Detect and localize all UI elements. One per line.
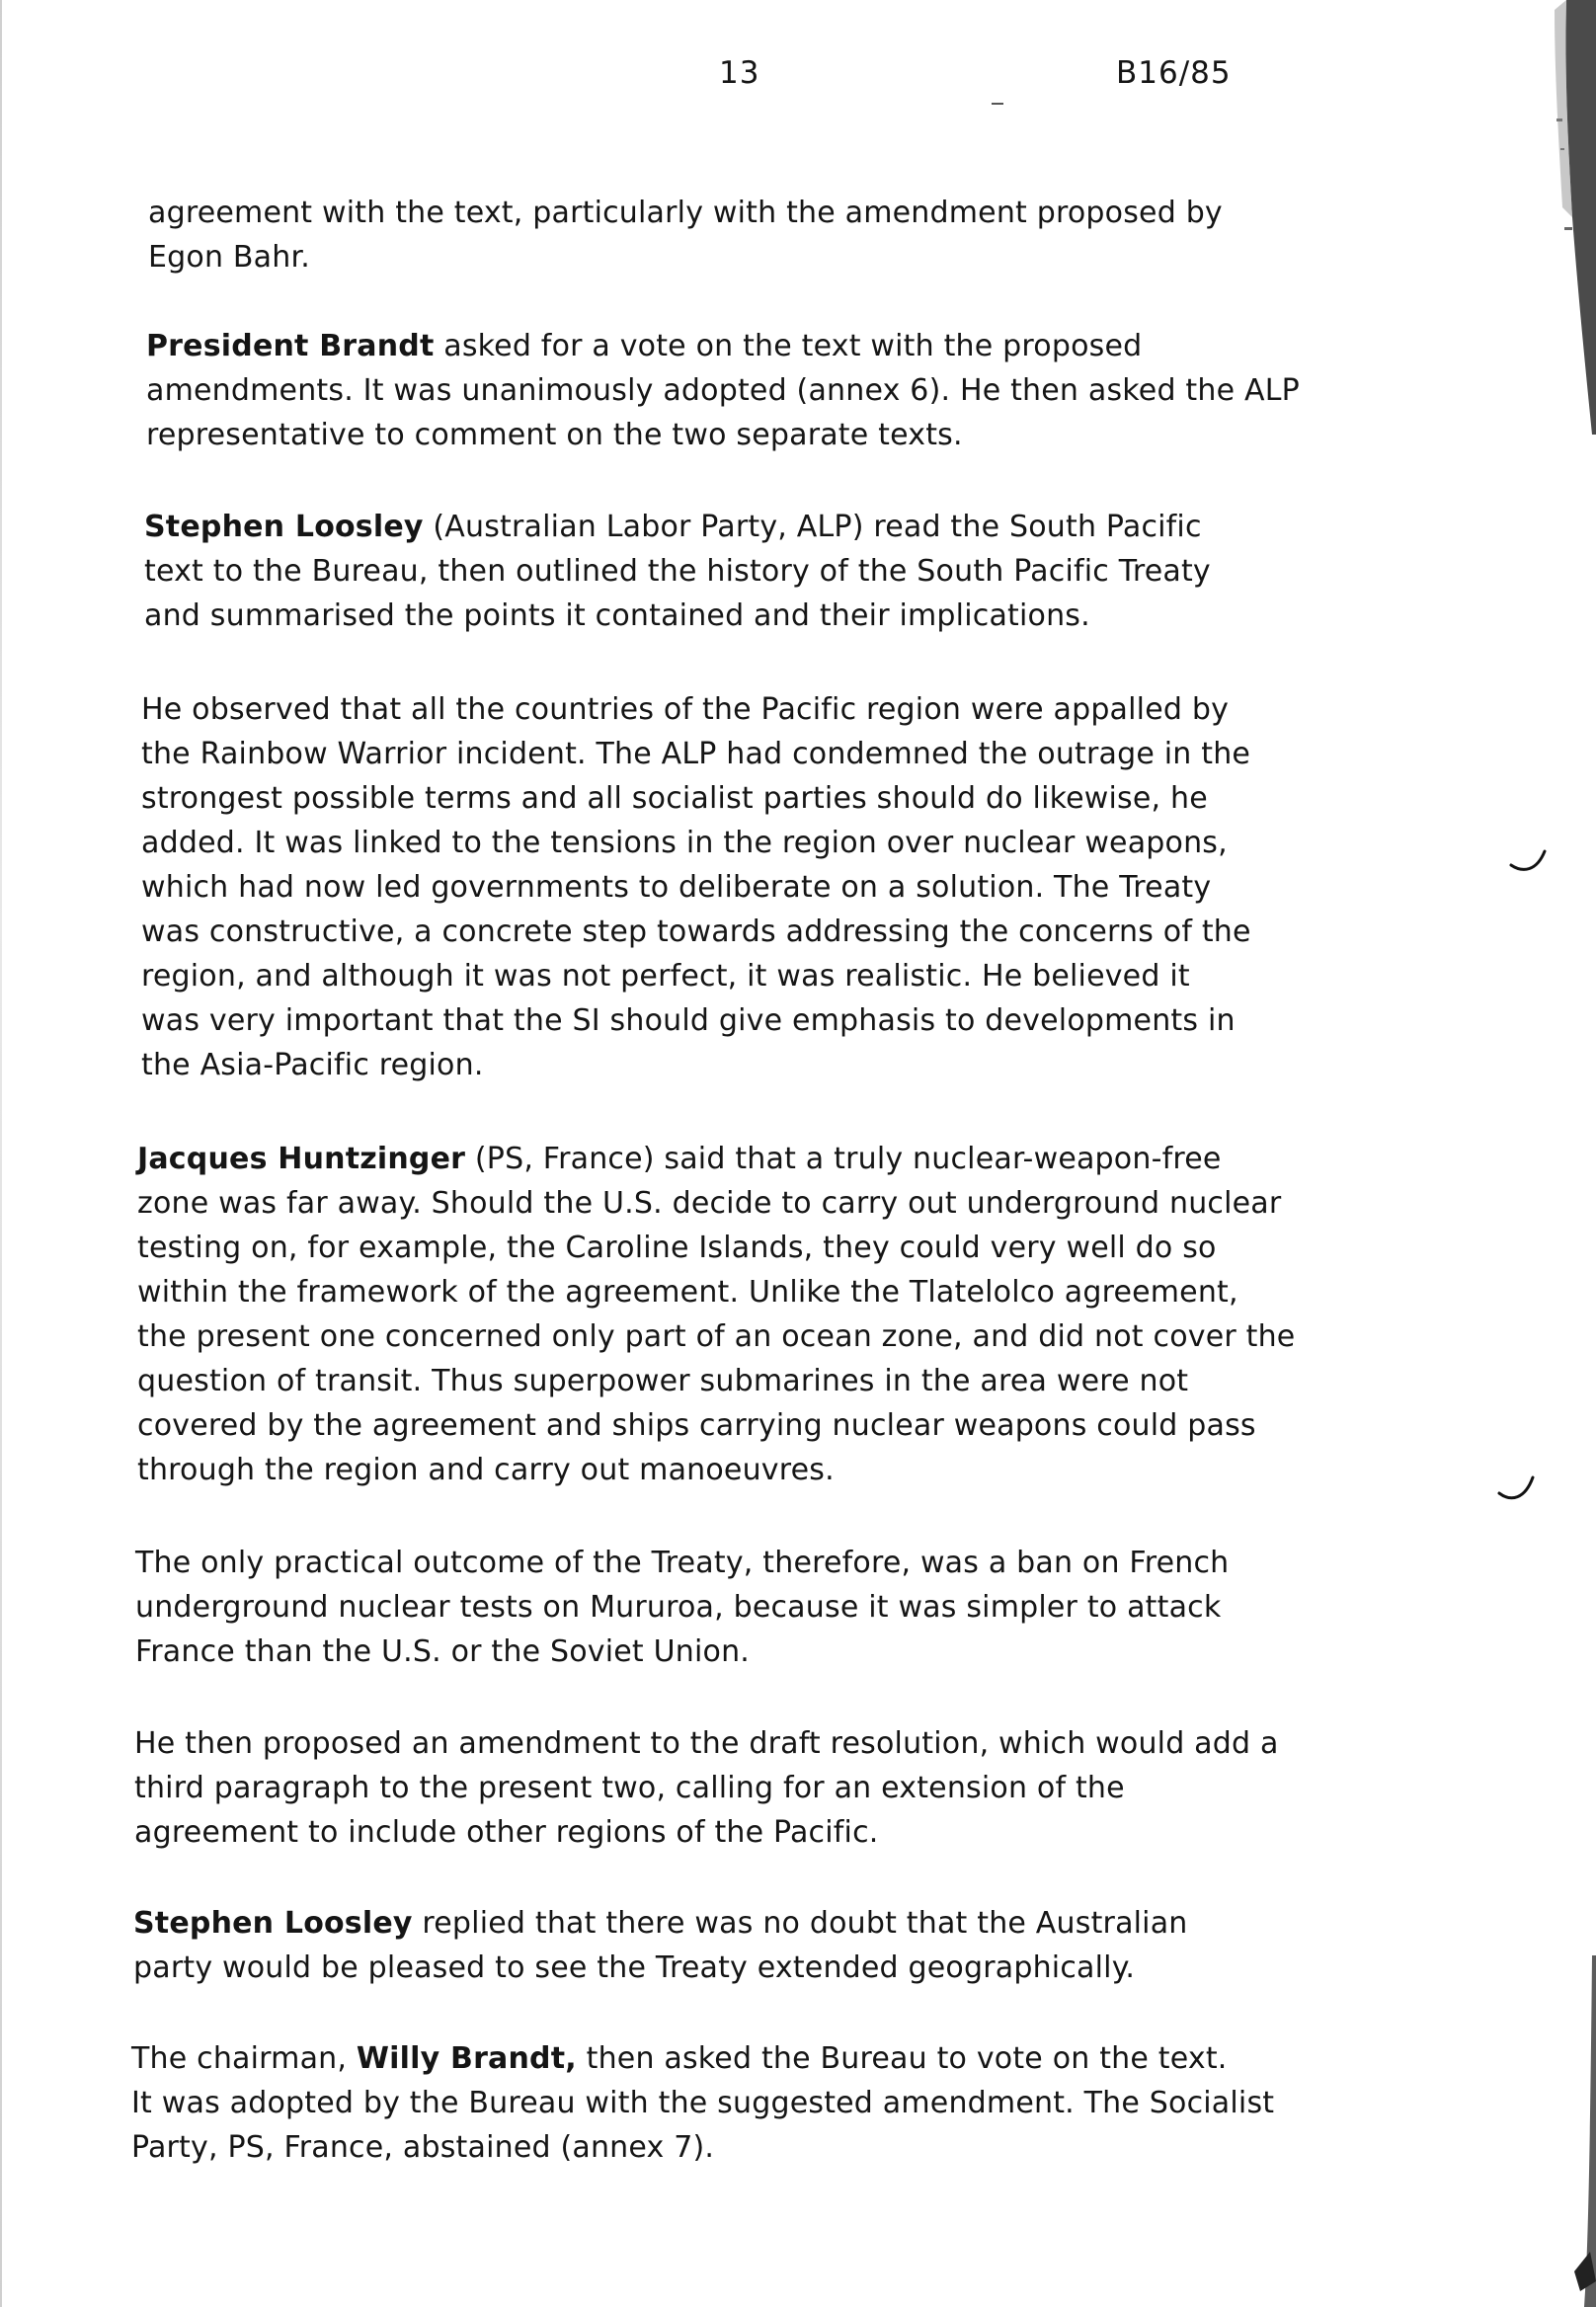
paragraph-text: then asked the Bureau to vote on the text. It was adopted by the Bureau with the suggested amendment. The Socialist Party, PS, France, abstained (annex 7). — [131, 2041, 1275, 2165]
page-number: 13 — [719, 55, 760, 91]
margin-tick-mark — [1509, 847, 1549, 873]
paragraph-7 — [134, 1721, 1279, 1855]
speaker-name: Jacques Huntzinger — [137, 1142, 466, 1176]
paragraph-text: He then proposed an amendment to the draft resolution, which would add a third paragraph to the present two, calling for an extension of the agreement to include other regions of the Pacific. — [134, 1726, 1279, 1850]
paragraph-8 — [133, 1901, 1188, 1990]
paragraph-lead: The chairman, — [131, 2041, 357, 2076]
paragraph-3 — [144, 505, 1211, 638]
paragraph-9 — [131, 2036, 1274, 2170]
speaker-name: President Brandt — [146, 329, 435, 363]
paragraph-text: The only practical outcome of the Treaty, therefore, was a ban on French underground nuclear tests on Mururoa, because it was simpler to attack France than the U.S. or the Soviet Union. — [135, 1546, 1230, 1669]
paragraph-text: He observed that all the countries of the Pacific region were appalled by the Rainbow Warrior incident. The ALP had condemned the outrage in the strongest possible terms and all socialist parties should do likewise, he added. It was linked to the tensions in the region over nuclear weapons, which had now led governments to deliberate on a solution. The Treaty was constructive, a concrete step towards addressing the concerns of the region, and although it was not perfect, it was realistic. He believed it was very important that the SI should give emphasis to developments in the Asia-Pacific region. — [141, 692, 1251, 1082]
paragraph-text: replied that there was no doubt that the Australian party would be pleased to see the Treaty extended geographically. — [133, 1906, 1188, 1985]
margin-tick-mark — [1497, 1475, 1537, 1503]
speaker-name: Stephen Loosley — [144, 510, 424, 544]
paragraph-text: agreement with the text, particularly with the amendment proposed by Egon Bahr. — [148, 196, 1223, 275]
paragraph-text: (Australian Labor Party, ALP) read the South Pacific text to the Bureau, then outlined the history of the South Pacific Treaty and summarised the points it contained and their implications. — [144, 510, 1211, 633]
paragraph-text: (PS, France) said that a truly nuclear-weapon-free zone was far away. Should the U.S. decide to carry out underground nuclear testing on, for example, the Caroline Islands, they could very well do so within the framework of the agreement. Unlike the Tlatelolco agreement, the present one concerned only part of an ocean zone, and did not cover the question of transit. Thus superpower submarines in the area were not covered by the agreement and ships carrying nuclear weapons could pass through the region and carry out manoeuvres. — [137, 1142, 1296, 1487]
paragraph-1 — [148, 191, 1223, 279]
speaker-name: Stephen Loosley — [133, 1906, 413, 1941]
header-dash-mark — [992, 103, 1003, 105]
scan-left-edge — [0, 0, 2, 2307]
binding-shadow-top — [1527, 0, 1596, 435]
paragraph-4 — [141, 687, 1251, 1087]
paragraph-text: asked for a vote on the text with the proposed amendments. It was unanimously adopted (annex 6). He then asked the ALP representative to comment on the two separate texts. — [146, 329, 1300, 452]
paragraph-2 — [146, 324, 1300, 457]
document-reference: B16/85 — [1116, 55, 1232, 91]
paragraph-6 — [135, 1541, 1229, 1674]
speaker-name: Willy Brandt, — [356, 2041, 577, 2076]
binding-shadow-bottom — [1570, 1955, 1596, 2307]
paragraph-5 — [137, 1137, 1295, 1492]
